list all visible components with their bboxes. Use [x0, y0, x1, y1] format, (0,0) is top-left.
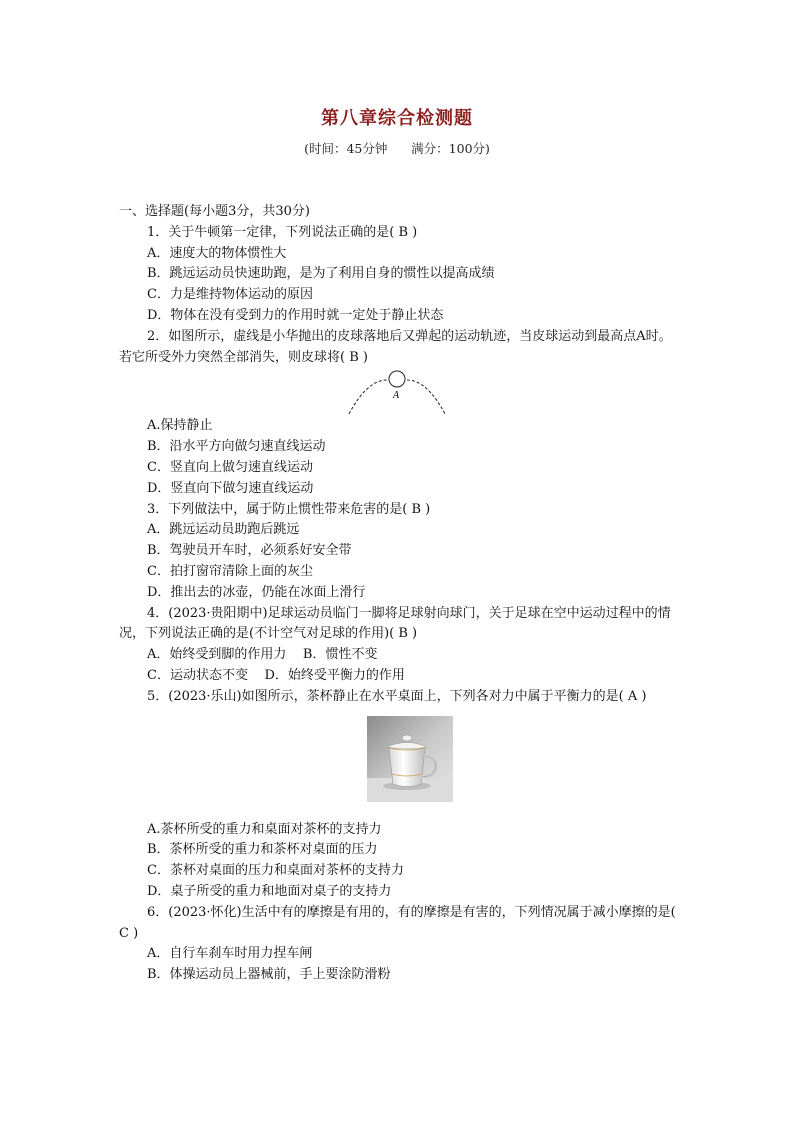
question-5-stem: 5．(2023·乐山)如图所示，茶杯静止在水平桌面上，下列各对力中属于平衡力的是( A ) — [147, 688, 647, 704]
question-3-option-b: B．驾驶员开车时，必须系好安全带 — [147, 543, 352, 559]
question-1-option-d: D．物体在没有受到力的作用时就一定处于静止状态 — [147, 307, 444, 323]
point-a-label: A — [393, 390, 400, 402]
exam-info: (时间：45分钟 满分：100分) — [304, 141, 490, 156]
question-5-option-b: B．茶杯所受的重力和茶杯对桌面的压力 — [147, 842, 378, 858]
question-3-option-c: C．拍打窗帘清除上面的灰尘 — [147, 563, 313, 579]
trajectory-left-arc — [349, 380, 387, 414]
question-5-option-a: A.茶杯所受的重力和桌面对茶杯的支持力 — [147, 821, 382, 837]
question-2-stem: 2．如图所示，虚线是小华抛出的皮球落地后又弹起的运动轨迹，当皮球运动到最高点A时。若它所受外力突然全部消失，则皮球将( B ) — [119, 328, 672, 365]
question-1-option-b: B．跳远运动员快速助跑，是为了利用自身的惯性以提高成绩 — [147, 266, 495, 282]
question-6-option-b: B．体操运动员上器械前，手上要涂防滑粉 — [147, 967, 391, 983]
question-4-options-cd: C．运动状态不变 D．始终受平衡力的作用 — [147, 667, 405, 683]
question-2-option-d: D．竖直向下做匀速直线运动 — [147, 480, 314, 496]
question-1-option-c: C．力是维持物体运动的原因 — [147, 287, 313, 303]
question-1-stem: 1．关于牛顿第一定律，下列说法正确的是( B ) — [147, 224, 418, 240]
question-6-option-a: A．自行车刹车时用力捏车闸 — [147, 946, 313, 962]
question-4-options-ab: A．始终受到脚的作用力 B．惯性不变 — [147, 647, 378, 663]
teacup-figure — [119, 712, 679, 812]
question-3-stem: 3．下列做法中，属于防止惯性带来危害的是( B ) — [147, 501, 431, 517]
question-6-stem: 6．(2023·怀化)生活中有的摩擦是有用的，有的摩擦是有害的，下列情况属于减小摩擦的是( C ) — [119, 904, 676, 941]
question-list — [119, 202, 679, 986]
teacup-photo — [367, 716, 453, 802]
ball-trajectory-figure — [119, 368, 679, 416]
ball-trajectory-diagram — [343, 370, 453, 416]
question-4-stem: 4．(2023·贵阳期中)足球运动员临门一脚将足球射向球门，关于足球在空中运动过程中的情况，下列说法正确的是(不计空气对足球的作用)( B ) — [119, 605, 671, 642]
question-5-option-d: D．桌子所受的重力和地面对桌子的支持力 — [147, 883, 392, 899]
question-1-option-a: A．速度大的物体惯性大 — [147, 245, 287, 261]
section-heading: 一、选择题(每小题3分，共30分) — [119, 204, 310, 219]
question-3-option-d: D．推出去的冰壶，仍能在冰面上滑行 — [147, 584, 366, 600]
ball-circle — [389, 371, 405, 387]
trajectory-right-arc — [407, 380, 445, 414]
question-2-option-a: A.保持静止 — [147, 418, 213, 434]
question-5-option-c: C．茶杯对桌面的压力和桌面对茶杯的支持力 — [147, 863, 404, 879]
question-3-option-a: A．跳远运动员助跑后跳远 — [147, 522, 300, 538]
question-2-option-c: C．竖直向上做匀速直线运动 — [147, 459, 313, 475]
page-title: 第八章综合检测题 — [321, 108, 473, 129]
question-2-option-b: B．沿水平方向做匀速直线运动 — [147, 439, 326, 455]
